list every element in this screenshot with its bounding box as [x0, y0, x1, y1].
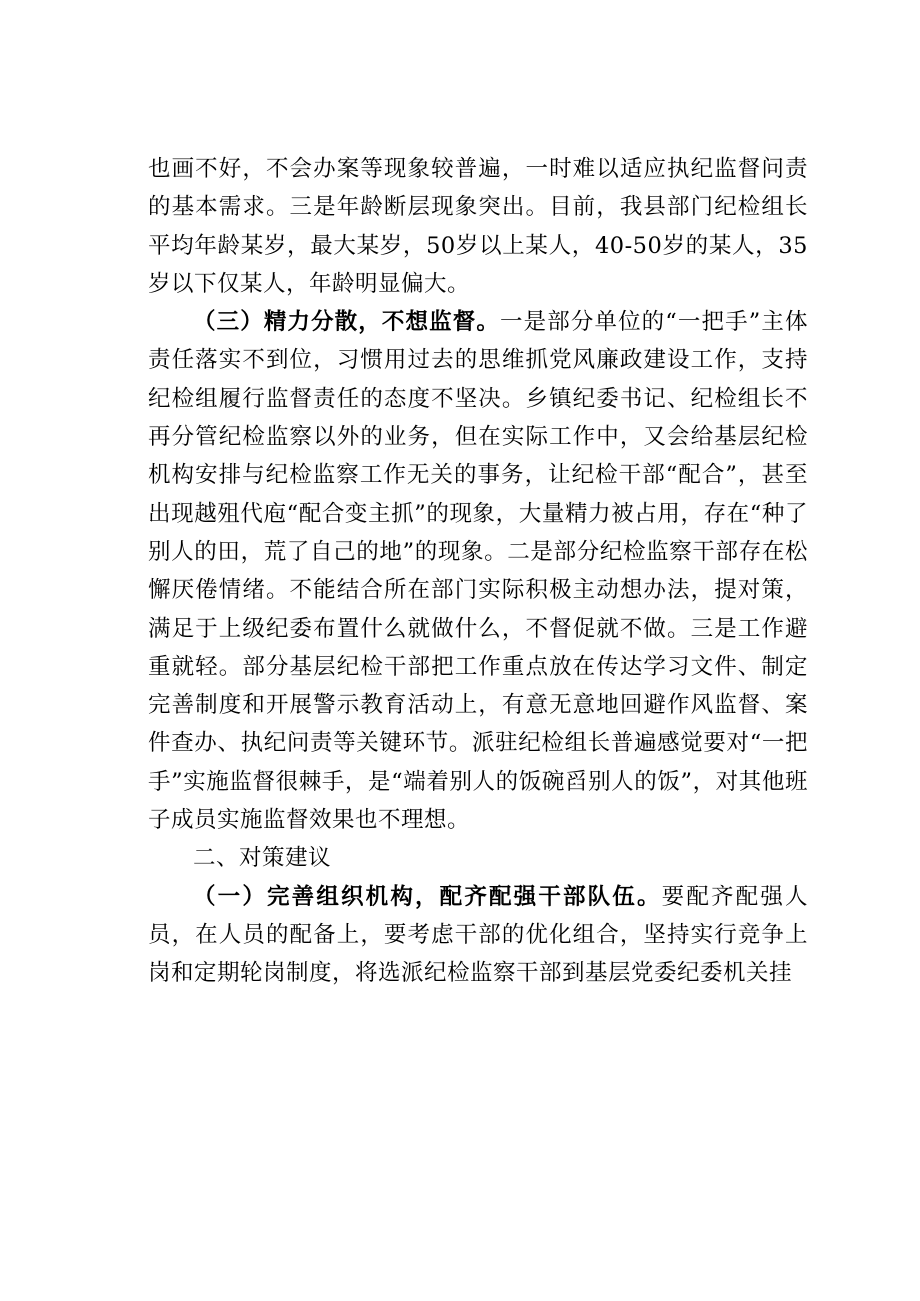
paragraph-text: 也画不好，不会办案等现象较普遍，一时难以适应执纪监督问责的基本需求。三是年龄断层现象突出。目前，我县部门纪检组长平均年龄某岁，最大某岁，50岁以上某人，40-50岁的某人，35岁以下仅某人，年龄明显偏大。 — [148, 156, 808, 297]
section-heading: 二、对策建议 — [193, 845, 332, 872]
section-heading-inline: （三）精力分散，不想监督。 — [193, 309, 500, 336]
paragraph-section-three — [148, 303, 808, 839]
document-page — [148, 150, 808, 993]
paragraph-continuation — [148, 150, 808, 303]
subsection-heading-inline: （一）完善组织机构，配齐配强干部队伍。 — [193, 883, 662, 910]
paragraph-text: 要配齐配强人员，在人员的配备上，要考虑干部的优化组合，坚持实行竞争上岗和定期轮岗制度，将选派纪检监察干部到基层党委纪委机关挂 — [148, 883, 808, 987]
paragraph-subsection-one — [148, 878, 808, 993]
paragraph-text: 一是部分单位的“一把手”主体责任落实不到位，习惯用过去的思维抓党风廉政建设工作，支持纪检组履行监督责任的态度不坚决。乡镇纪委书记、纪检组长不再分管纪检监察以外的业务，但在实际工作中，又会给基层纪检机构安排与纪检监察工作无关的事务，让纪检干部“配合”，甚至出现越殂代庖“配合变主抓”的现象，大量精力被占用，存在“种了别人的田，荒了自己的地”的现象。二是部分纪检监察干部存在松懈厌倦情绪。不能结合所在部门实际积极主动想办法，提对策，满足于上级纪委布置什么就做什么，不督促就不做。三是工作避重就轻。部分基层纪检干部把工作重点放在传达学习文件、制定完善制度和开展警示教育活动上，有意无意地回避作风监督、案件查办、执纪问责等关键环节。派驻纪检组长普遍感觉要对“一把手”实施监督很棘手，是“端着别人的饭碗舀别人的饭”，对其他班子成员实施监督效果也不理想。 — [148, 309, 808, 834]
